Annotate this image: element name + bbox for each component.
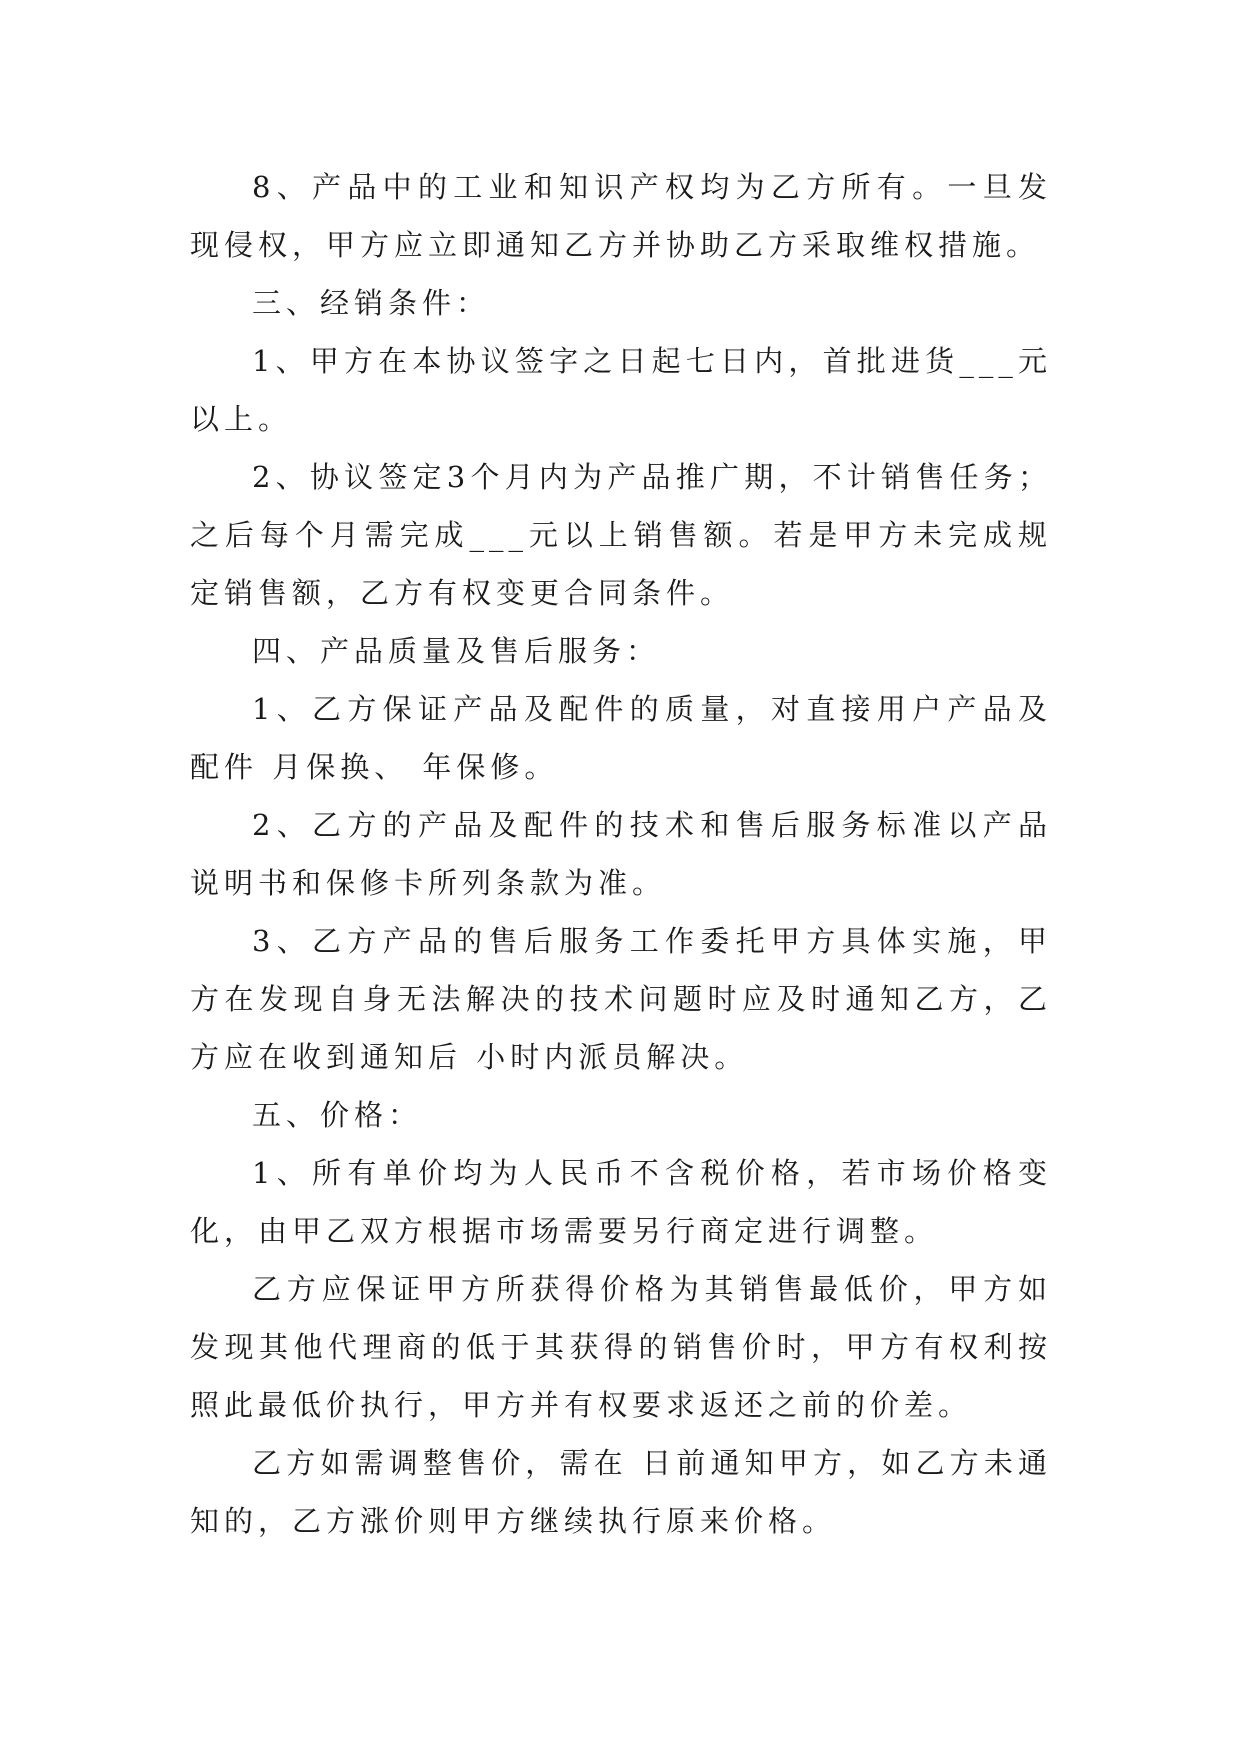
paragraph-unit-price: 1、所有单价均为人民币不含税价格，若市场价格变化，由甲乙双方根据市场需要另行商定进行调整。 (190, 1156, 1052, 1248)
heading-quality-service: 四、产品质量及售后服务： (252, 634, 661, 668)
paragraph-service-delegation: 3、乙方产品的售后服务工作委托甲方具体实施，甲方在发现自身无法解决的技术问题时应及时通知乙方，乙方应在收到通知后 小时内派员解决。 (190, 924, 1052, 1074)
paragraph-ip-rights: 8、产品中的工业和知识产权均为乙方所有。一旦发现侵权，甲方应立即通知乙方并协助乙方采取维权措施。 (190, 170, 1052, 262)
paragraph-service-standard: 2、乙方的产品及配件的技术和售后服务标准以产品说明书和保修卡所列条款为准。 (190, 808, 1052, 900)
heading-price: 五、价格： (252, 1098, 423, 1132)
paragraph-price-adjustment: 乙方如需调整售价，需在 日前通知甲方，如乙方未通知的，乙方涨价则甲方继续执行原来价格。 (190, 1446, 1052, 1538)
paragraph-lowest-price: 乙方应保证甲方所获得价格为其销售最低价，甲方如发现其他代理商的低于其获得的销售价时，甲方有权利按照此最低价执行，甲方并有权要求返还之前的价差。 (190, 1272, 1052, 1422)
paragraph-promotion-period: 2、协议签定3个月内为产品推广期，不计销售任务；之后每个月需完成___元以上销售额。若是甲方未完成规定销售额，乙方有权变更合同条件。 (190, 460, 1052, 610)
document-body (190, 158, 1052, 1550)
heading-distribution-conditions: 三、经销条件： (252, 286, 491, 320)
paragraph-first-order: 1、甲方在本协议签字之日起七日内，首批进货___元以上。 (190, 344, 1052, 436)
paragraph-quality-guarantee: 1、乙方保证产品及配件的质量，对直接用户产品及配件 月保换、 年保修。 (190, 692, 1052, 784)
